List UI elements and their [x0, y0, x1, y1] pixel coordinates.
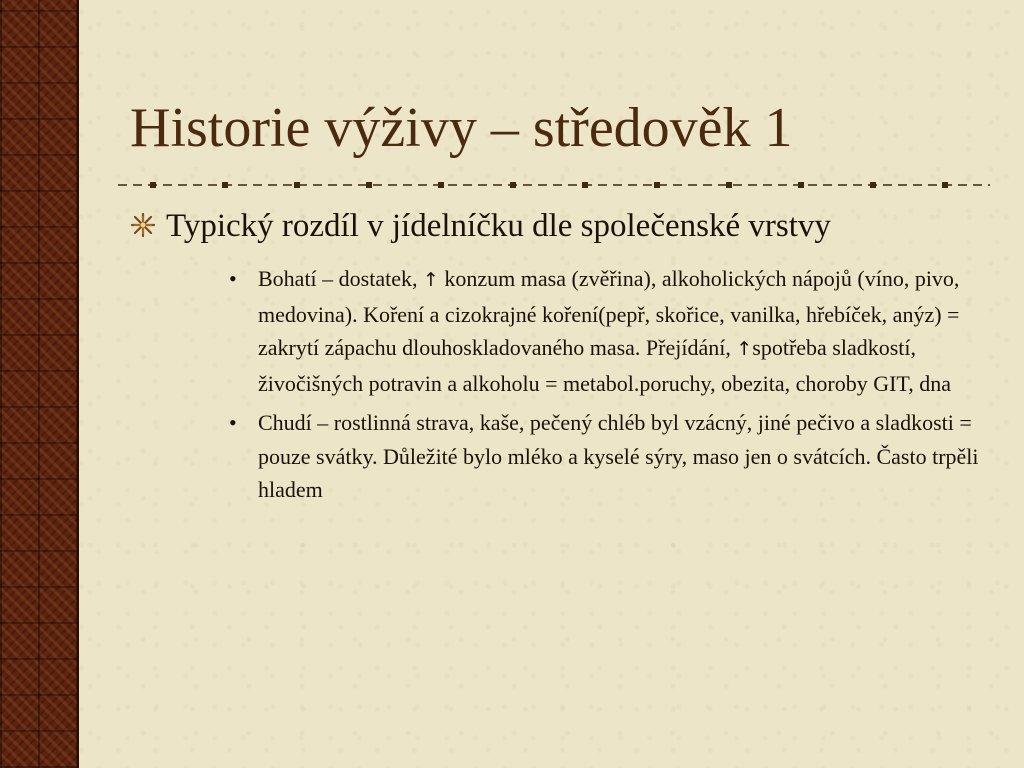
list-item-poor — [227, 406, 987, 507]
bullet-dot: • — [229, 266, 237, 291]
divider-dot — [798, 182, 804, 188]
decorative-side-band — [0, 0, 79, 768]
star-bullet-icon — [130, 212, 156, 238]
bullet-dot: • — [229, 410, 237, 435]
item-text-part: konzum masa (zvěřina), alkoholických nápojů (víno, pivo, medovina). Koření a cizokrajné koření(pepř, skořice, vanilka, hřebíček, anýz) = zakrytí zápachu dlouhoskladovaného masa. Přejídání, — [258, 266, 960, 360]
main-bullet-text: Typický rozdíl v jídelníčku dle společenské vrstvy — [166, 208, 831, 244]
divider-dot — [942, 182, 948, 188]
divider-dot — [654, 182, 660, 188]
divider-dot — [222, 182, 228, 188]
divider-dot — [294, 182, 300, 188]
divider-dot — [438, 182, 444, 188]
divider-dot — [726, 182, 732, 188]
item-text-part: Bohatí – dostatek, — [258, 266, 423, 291]
item-text-part: spotřeba sladkostí, živočišných potravin a alkoholu = metabol.poruchy, obezita, choroby GIT, dna — [258, 335, 951, 396]
divider-dot — [870, 182, 876, 188]
slide-title: Historie výživy – středověk 1 — [130, 97, 793, 159]
up-arrow-icon: ↑ — [422, 269, 439, 291]
up-arrow-icon: ↑ — [736, 338, 753, 360]
list-item-rich — [227, 262, 987, 400]
divider-dot — [366, 182, 372, 188]
item-text-part: Chudí – rostlinná strava, kaše, pečený chléb byl vzácný, jiné pečivo a sladkosti = pouze svátky. Důležité bylo mléko a kyselé sýry, maso jen o svátcích. Často trpěli hladem — [258, 410, 979, 502]
divider-dot — [150, 182, 156, 188]
divider-dot — [510, 182, 516, 188]
main-bullet — [130, 208, 1010, 245]
decorative-divider — [118, 176, 990, 194]
divider-dot — [582, 182, 588, 188]
sub-bullet-list — [227, 262, 987, 513]
